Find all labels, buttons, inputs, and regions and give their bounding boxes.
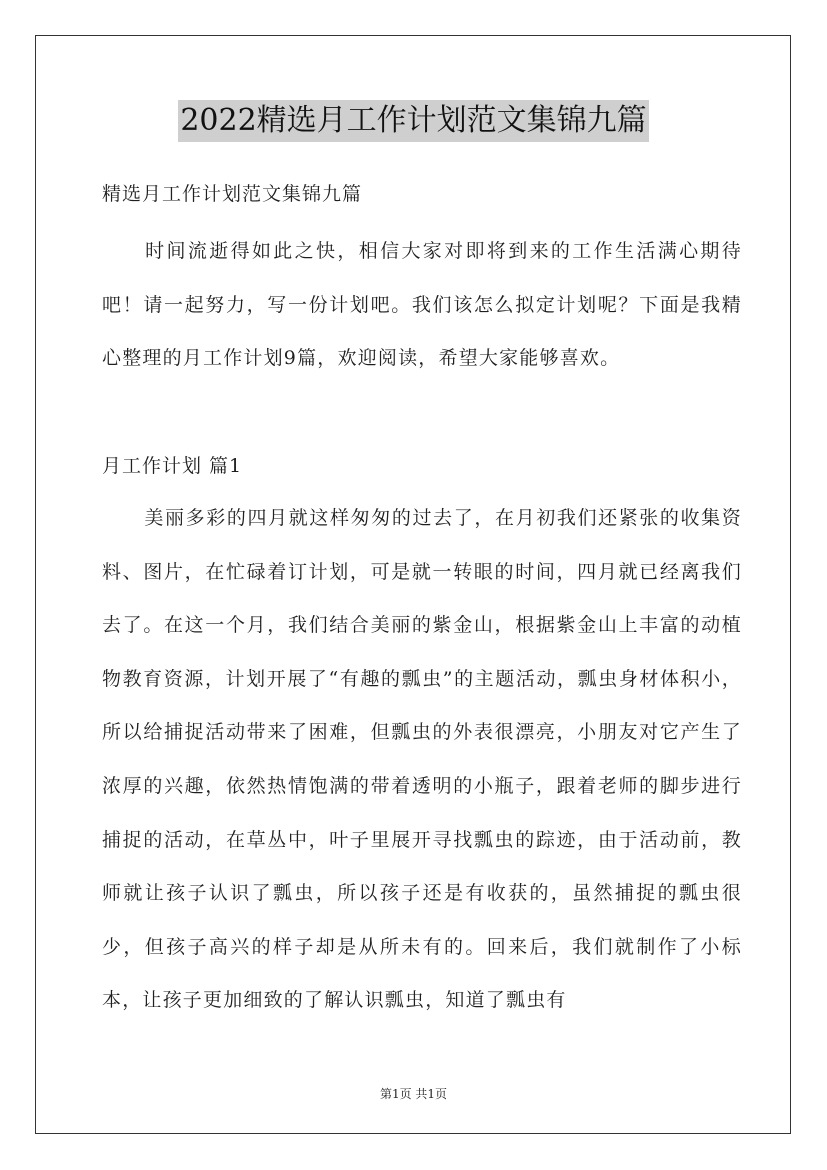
document-title: 2022精选月工作计划范文集锦九篇 <box>178 100 648 142</box>
page-footer <box>0 1085 827 1102</box>
section-body-paragraph <box>102 492 742 1052</box>
document-subtitle: 精选月工作计划范文集锦九篇 <box>102 183 363 205</box>
intro-text: 时间流逝得如此之快，相信大家对即将到来的工作生活满心期待吧！请一起努力，写一份计划吧。我们该怎么拟定计划呢？下面是我精心整理的月工作计划9篇，欢迎阅读，希望大家能够喜欢。 <box>102 240 742 370</box>
intro-paragraph <box>102 225 742 386</box>
section-body-text: 美丽多彩的四月就这样匆匆的过去了，在月初我们还紧张的收集资料、图片，在忙碌着订计划，可是就一转眼的时间，四月就已经离我们去了。在这一个月，我们结合美丽的紫金山，根据紫金山上丰富的动植物教育资源，计划开展了“有趣的瓢虫”的主题活动，瓢虫身材体积小，所以给捕捉活动带来了困难，但瓢虫的外表很漂亮，小朋友对它产生了浓厚的兴趣，依然热情饱满的带着透明的小瓶子，跟着老师的脚步进行捕捉的活动，在草丛中，叶子里展开寻找瓢虫的踪迹，由于活动前，教师就让孩子认识了瓢虫，所以孩子还是有收获的，虽然捕捉的瓢虫很少，但孩子高兴的样子却是从所未有的。回来后，我们就制作了小标本，让孩子更加细致的了解认识瓢虫，知道了瓢虫有 <box>102 507 742 1012</box>
section-heading: 月工作计划 篇1 <box>102 455 243 477</box>
page-number-label: 第1页 共1页 <box>379 1087 448 1101</box>
title-container <box>0 100 827 142</box>
